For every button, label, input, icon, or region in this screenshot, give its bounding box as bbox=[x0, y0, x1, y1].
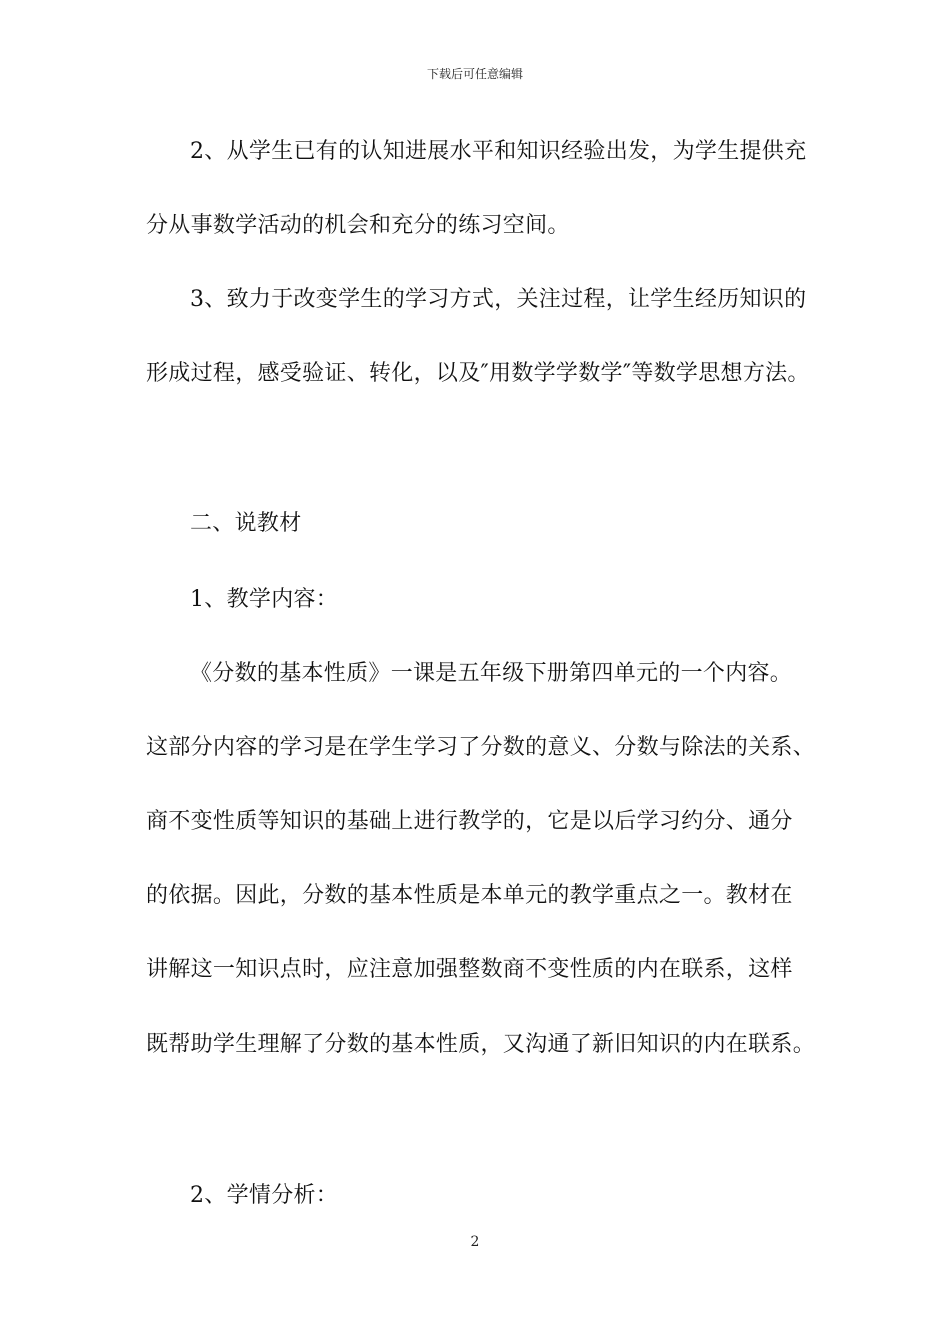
paragraph-line: 3、致力于改变学生的学习方式，关注过程，让学生经历知识的 bbox=[190, 287, 807, 312]
subheading: 2、学情分析： bbox=[190, 1183, 339, 1208]
paragraph-line: 既帮助学生理解了分数的基本性质，又沟通了新旧知识的内在联系。 bbox=[146, 1032, 816, 1057]
subheading: 1、教学内容： bbox=[190, 587, 339, 612]
paragraph-line: 形成过程，感受验证、转化，以及″用数学学数学″等数学思想方法。 bbox=[146, 361, 810, 386]
section-heading: 二、说教材 bbox=[190, 511, 302, 536]
paragraph-line: 讲解这一知识点时，应注意加强整数商不变性质的内在联系，这样 bbox=[146, 957, 793, 982]
header-note: 下载后可任意编辑 bbox=[426, 67, 523, 81]
paragraph-line: 2、从学生已有的认知进展水平和知识经验出发，为学生提供充 bbox=[190, 139, 807, 164]
paragraph-line: 《分数的基本性质》一课是五年级下册第四单元的一个内容。 bbox=[190, 661, 793, 686]
paragraph-line: 的依据。因此，分数的基本性质是本单元的教学重点之一。教材在 bbox=[146, 883, 793, 908]
paragraph-line: 商不变性质等知识的基础上进行教学的，它是以后学习约分、通分 bbox=[146, 809, 793, 834]
paragraph-line: 这部分内容的学习是在学生学习了分数的意义、分数与除法的关系、 bbox=[146, 735, 816, 760]
paragraph-line: 分从事数学活动的机会和充分的练习空间。 bbox=[146, 213, 570, 238]
page-number: 2 bbox=[470, 1234, 480, 1250]
